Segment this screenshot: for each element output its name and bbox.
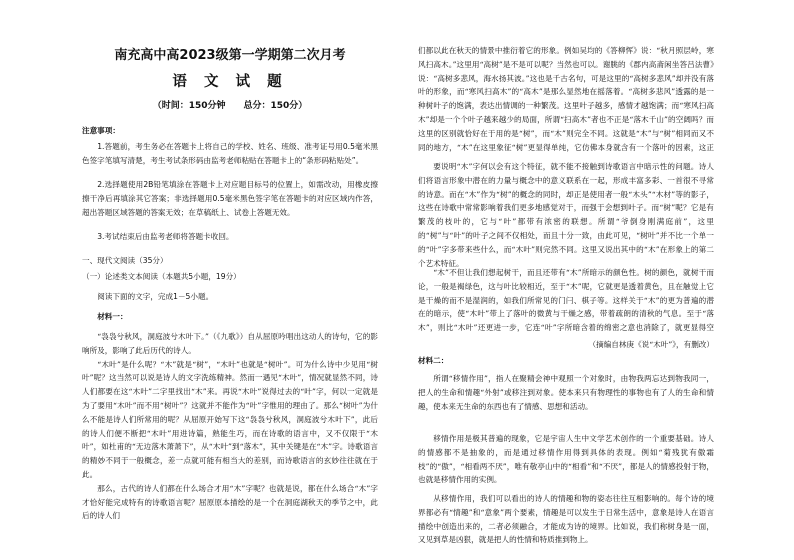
reading-instruction: 阅读下面的文字，完成1－5小题。 bbox=[97, 292, 214, 301]
notes-heading: 注意事项： bbox=[82, 126, 120, 135]
exam-meta: （时间：150分钟 总分：150分） bbox=[152, 101, 308, 111]
left-column bbox=[82, 0, 378, 560]
material2-label: 材料二： bbox=[418, 356, 449, 365]
notes-item-2: 2.选择题使用2B铅笔填涂在答题卡上对应题目标号的位置上，如需改动，用橡皮擦擦干净后再填涂其它答案；非选择题用0.5毫米黑色签字笔在答题卡的对应区域内作答，超出答题区域答题的答案无效；在草稿纸上、试卷上答题无效。 bbox=[82, 180, 378, 217]
right-paragraph-3: “木”不但让我们想起树干，而且还带有“木”所暗示的颜色性。树的颜色，就树干而论，一般是褐绿色，这与叶比较相近，至于“木”呢，它就更是透着黄色，且在触觉上它是干燥的而不是湿润的，如我们所常见的门闩、棋子等。这样关于“木”的更为普遍的潜在的暗示，使“木叶”带上了落叶的微黄与干燥之感，带着疏朗的清秋的气息。至于“落木”，则比“木叶”还更进一步，它连“叶”字所暗含着的绵密之意也消除了，就更显得空 bbox=[418, 268, 714, 333]
material1-body bbox=[82, 330, 378, 560]
right-column bbox=[418, 0, 714, 560]
right-paragraph-2: 要说明“木”字何以会有这个特征，就不能不接触到诗歌语言中暗示性的问题。诗人们将语言形象中潜在的力量与概念中的意义联系在一起，形成丰富多彩、一首很不寻常的诗意。而在“木”作为“树”的概念的同时，却正是使用者一般“木头”“木材”等的影子，这些在诗歌中常常影响着我们更多地感觉对于，而强于会想到叶子。而“树”呢？它是有繁茂的枝叶的，它与“叶”都带有浓密的联想。所谓“爷倒身刚满庭前”，这里的“树”与“叶”的叶子之间不仅相处，而且十分一致，由此可见，“树叶”并不比一个单一的“叶”字多带来些什么，而“木叶”则完然不同。这里又说出其中的“木”在形象上的第二个艺术特征。 bbox=[418, 162, 714, 268]
subject-title: 语 文 试 题 bbox=[172, 73, 288, 90]
notes-item-1: 1.答题前，考生务必在答题卡上将自己的学校、姓名、班级、准考证号用0.5毫米黑色签字笔填写清楚，考生考试条形码由监考老师粘贴在答题卡上的“条形码粘贴处”。 bbox=[82, 142, 378, 165]
citation: （摘编自林庚《说“木叶”》，有删改） bbox=[588, 340, 714, 349]
section-part1-1: （一）论述类文本阅读（本题共5小题，19分） bbox=[82, 272, 241, 281]
right-paragraph-5: 移情作用是极其普遍的现象，它是宇宙人生中文学艺术创作的一个重要基础。诗人的情感都不是抽象的，而是通过移情作用得到具体的表现。例如“菊残犹有傲霜枝”的“傲”，“相看两不厌”，唯有敬亭山中的“相看”和“不厌”，都是人的情感投射于物，也就是移情作用的实例。 bbox=[418, 434, 714, 485]
section-part1: 一、现代文阅读（35分） bbox=[82, 256, 168, 265]
left-paragraph-2: “木叶”是什么呢？“木”就是“树”，“木叶”也就是“树叶”。可为什么诗中少见用“树叶”呢？这当然可以说是诗人的文字洗练精神。然而一遇见“木叶”，情况就显然不同，诗人们都要在这“木叶”二字里找出“木”来。再说“木叶”说得过去的“叶”字，何以一定就是为了要用“木叶”而不用“树叶”？这就并不能作为“叶”字惟用的理由了。那么“树叶”为什么不能是诗人们所常用的呢？从屈原开始写下这“袅袅兮秋风，洞庭波兮木叶下”，此后的诗人们便不断把“木叶”用进诗篇，熟能生巧，而在诗歌的语言中，又不仅限于“木叶”，如杜甫的“无边落木萧萧下”，从“木叶”到“落木”，其中关键是在“木”字。诗歌语言的精妙不同于一般概念，差一点就可能有相当大的差别，而诗歌语言的玄妙往往就在于此。 bbox=[82, 359, 378, 479]
notes-item-3: 3.考试结束后由监考老师将答题卡收回。 bbox=[97, 232, 234, 241]
left-paragraph-1: “袅袅兮秋风，洞庭波兮木叶下。”（《九歌》）自从屈原吟唱出这动人的诗句，它的影响所及，影响了此后历代的诗人。 bbox=[82, 332, 378, 355]
material1-label: 材料一： bbox=[97, 312, 128, 321]
left-paragraph-3: 那么，古代的诗人们都在什么场合才用“木”字呢？也就是说，都在什么场合“木”字才恰好能完成特有的诗歌语言呢？屈原原本描绘的是一个在洞庭湖秋天的季节之中，此后的诗人们 bbox=[82, 483, 378, 521]
right-paragraph-6: 从移情作用，我们可以看出的诗人的情趣和物的姿态往往互相影响的。每个诗的境界都必有“情趣”和“意象”两个要素，情趣是可以发生于日常生活中，意象是诗人在语言描绘中创造出来的，二者必须融合，才能成为诗的境界。比如说，我们称树身是一面，又见到草是凶狠，就是把人的性情和特质推到物上。 bbox=[418, 494, 714, 545]
right-paragraph-1: 们都以此在秋天的情景中推衍着它的形象。例如吴均的《答柳恽》说：“秋月照层岭，寒风扫高木。”这里用“高树”是不是可以呢？当然也可以。谢朓的《郡内高斋闲坐答吕法曹》说：“高树多悲风，海水扬其波。”这也是千古名句，可是这里的“高树多悲风”却并没有落叶的形象，而“寒风扫高木”的“高木”是那么显然地在摇落着。“高树多悲风”透露的是一种树叶子的饱满，表达出情调的一种繁茂。这里叶子越多，感情才越饱满；而“寒风扫高木”却是一个个叶子越来越少的局面，所谓“扫高木”者也不正是“落木千山”的空阔吗？而这里的区别就恰好在于用的是“树”，而“木”则完全不同。这就是“木”与“树”相同而又不同的地方，“木”在这里象征“树”更显得单纯，它仿佛本身就含有一个落叶的因素，这正 bbox=[418, 46, 714, 152]
right-paragraph-4: 所谓“移情作用”，指人在聚精会神中观照一个对象时，由物我两忘达到物我同一，把人的生命和情趣“外射”或移注到对象。使本来只有物理性的事物也有了人的生命和情趣，使本来无生命的东西也有了情感、思想和活动。 bbox=[418, 374, 714, 411]
exam-title: 南充高中高2023级第一学期第二次月考 bbox=[114, 48, 346, 63]
